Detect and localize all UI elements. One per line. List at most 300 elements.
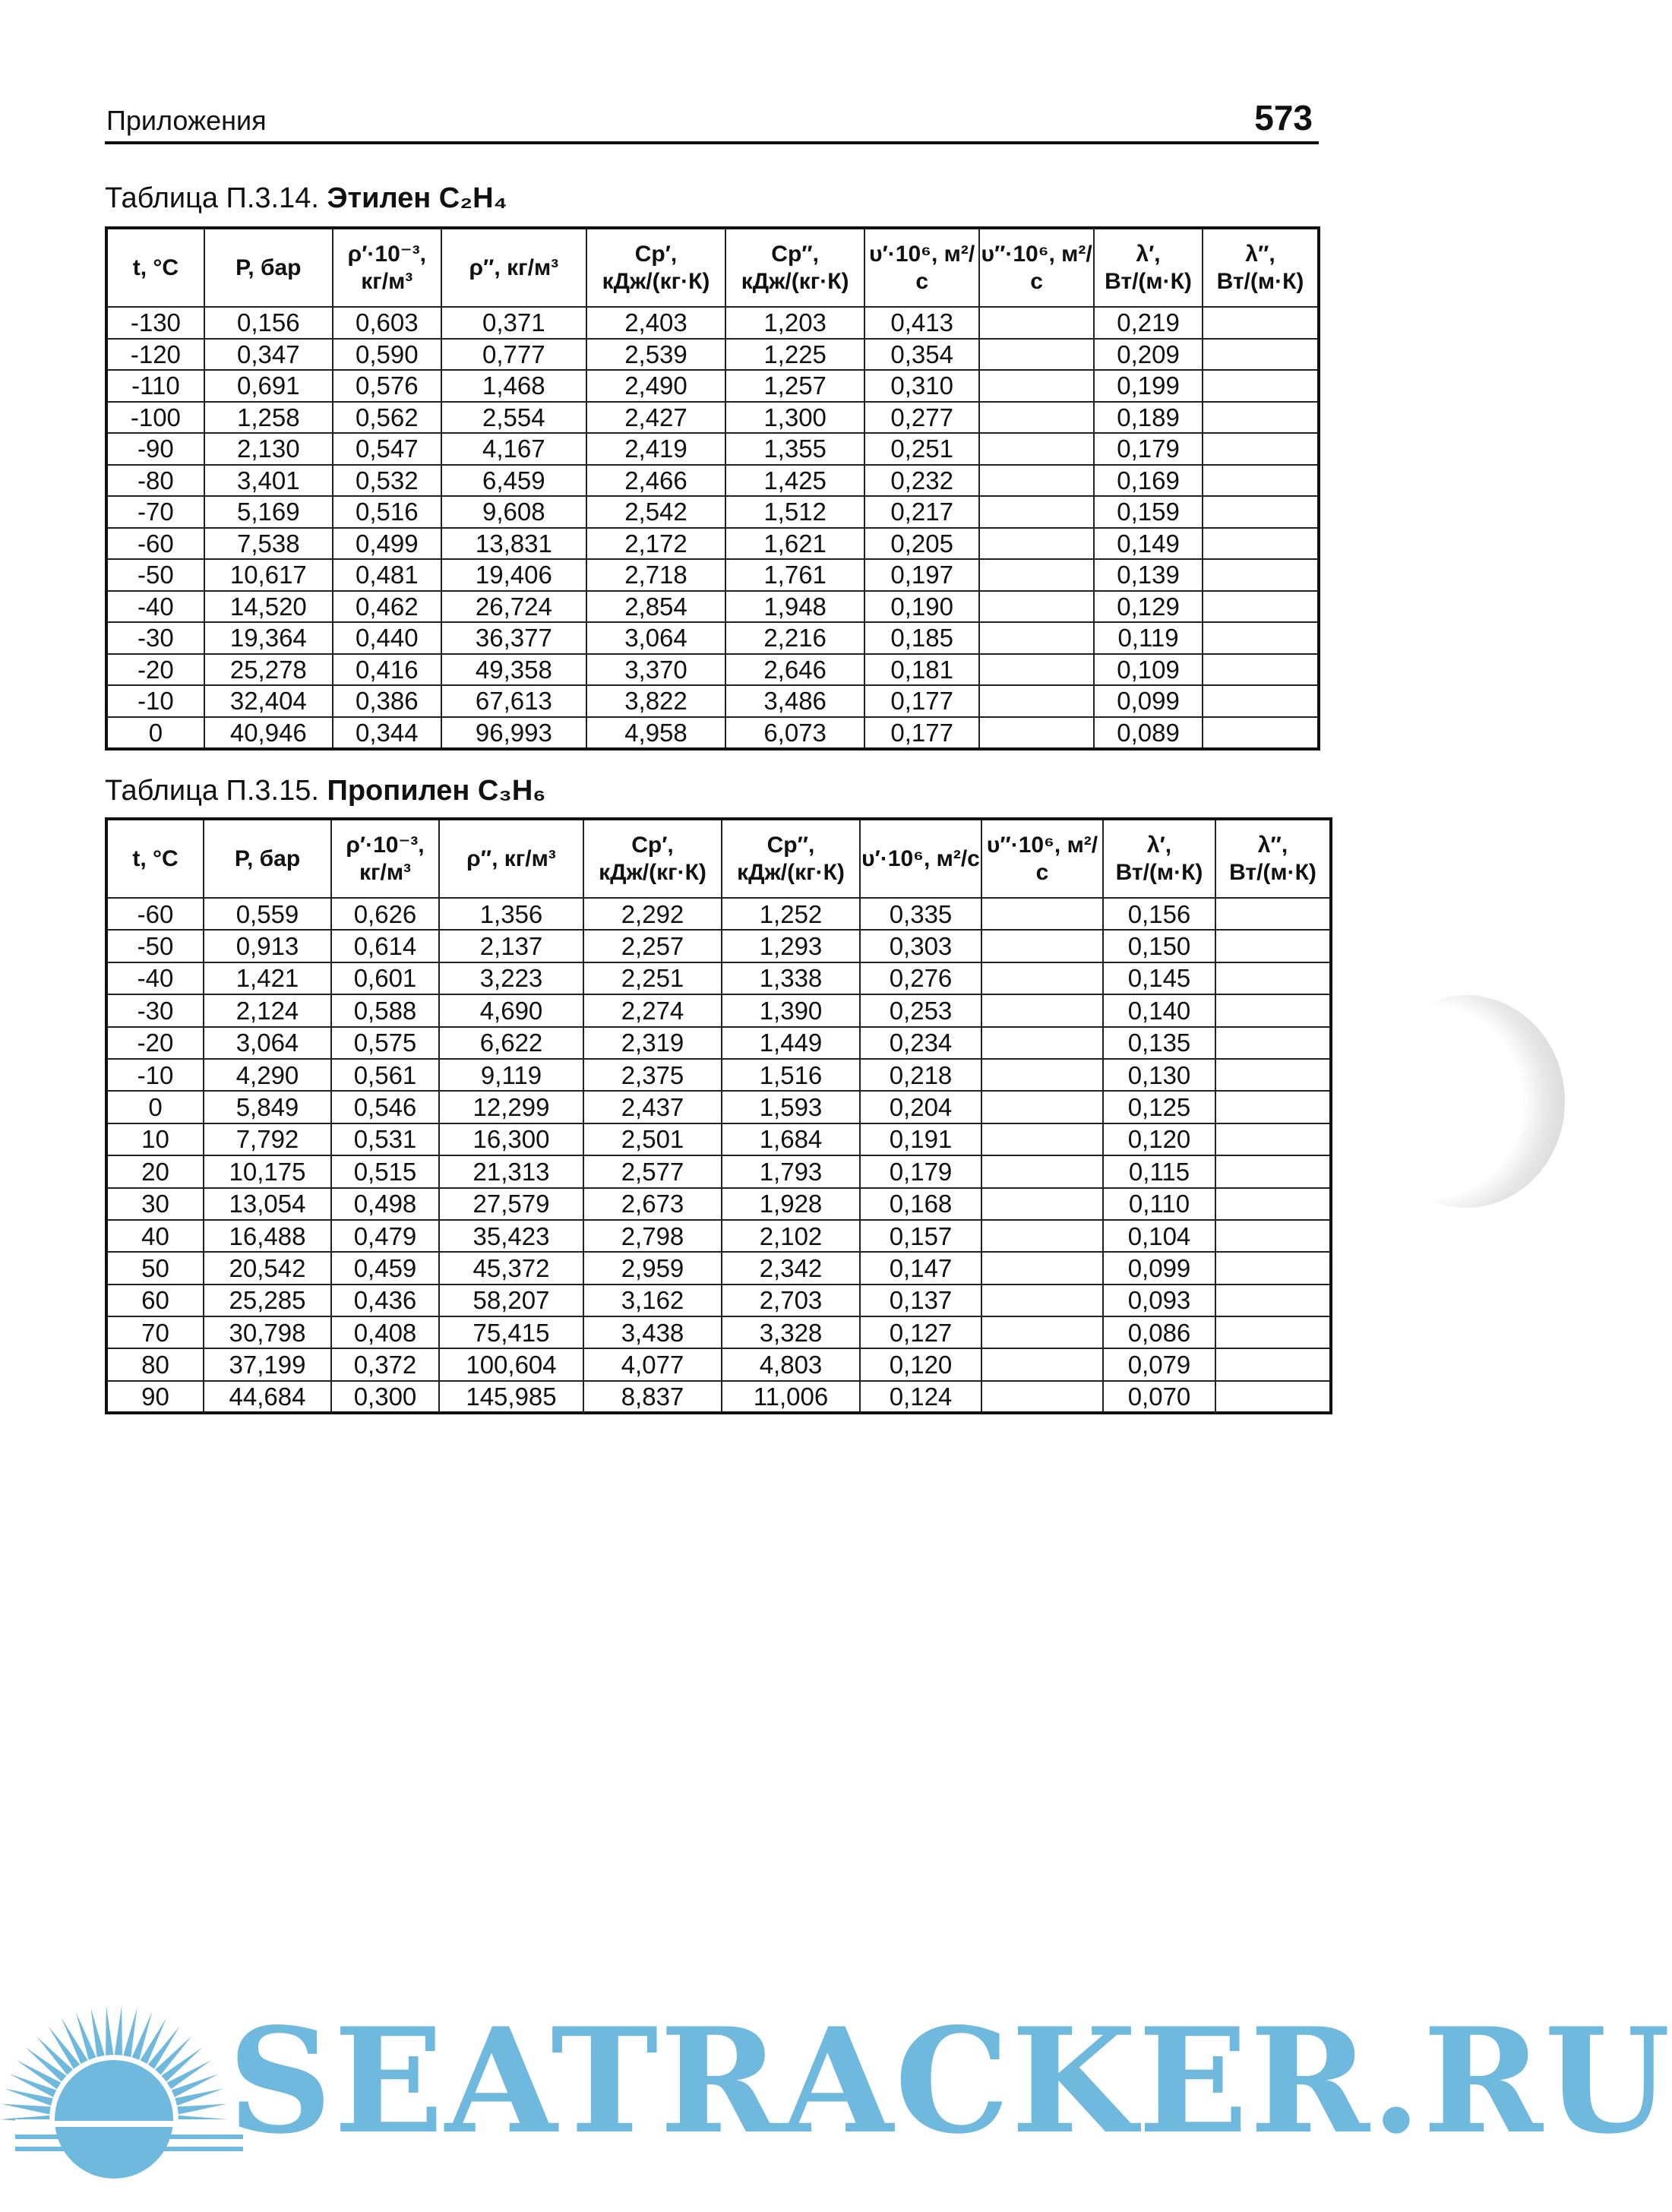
table-cell: 13,831 xyxy=(441,528,586,560)
table-cell: 7,538 xyxy=(204,528,333,560)
sun-ray xyxy=(1,2104,50,2115)
table-row xyxy=(106,591,1319,623)
table-cell: 4,958 xyxy=(586,717,725,749)
table-cell: 13,054 xyxy=(204,1188,331,1220)
table-cell: 0,547 xyxy=(333,433,441,465)
table-cell: 0,130 xyxy=(1103,1059,1215,1091)
table-cell: 20 xyxy=(106,1155,204,1187)
table-cell xyxy=(981,1285,1103,1316)
table2-caption-prefix: Таблица П.3.15. xyxy=(105,775,319,807)
table-cell: 80 xyxy=(106,1348,204,1380)
table-cell xyxy=(981,994,1103,1026)
table-cell: 0,300 xyxy=(331,1381,439,1413)
table-cell: 0,204 xyxy=(860,1091,981,1123)
table-row xyxy=(106,717,1319,749)
table-cell: 0,531 xyxy=(331,1123,439,1155)
table-cell: 25,285 xyxy=(204,1285,331,1316)
table-cell: 1,252 xyxy=(722,898,860,930)
table-cell: 0,232 xyxy=(864,465,979,497)
table-cell: 44,684 xyxy=(204,1381,331,1413)
table-cell: 0,354 xyxy=(864,339,979,371)
table-cell: 45,372 xyxy=(439,1252,583,1284)
column-header: t, °C xyxy=(106,228,204,307)
table-cell xyxy=(979,433,1094,465)
table-cell: 35,423 xyxy=(439,1220,583,1252)
table-cell: 0,089 xyxy=(1094,717,1203,749)
table-cell: -50 xyxy=(106,559,204,591)
table-cell: 0,277 xyxy=(864,402,979,434)
table-cell xyxy=(1203,370,1319,402)
sun-ray xyxy=(91,2008,105,2057)
table-cell xyxy=(981,962,1103,994)
table-cell: 49,358 xyxy=(441,654,586,686)
table-cell: 2,274 xyxy=(583,994,722,1026)
table-cell: 0,150 xyxy=(1103,930,1215,962)
table-cell: 2,342 xyxy=(722,1252,860,1284)
table-cell xyxy=(981,1316,1103,1348)
table-cell: 4,690 xyxy=(439,994,583,1026)
table-cell: 2,542 xyxy=(586,496,725,528)
table-cell: 3,486 xyxy=(725,685,864,717)
table-cell: 2,130 xyxy=(204,433,333,465)
table-cell xyxy=(1215,962,1331,994)
table-row xyxy=(106,307,1319,339)
table-cell: 0,185 xyxy=(864,622,979,654)
table-cell: 0,234 xyxy=(860,1027,981,1059)
table-cell xyxy=(981,1123,1103,1155)
table-cell xyxy=(1215,1285,1331,1316)
table-cell xyxy=(979,654,1094,686)
table-cell: 30 xyxy=(106,1188,204,1220)
table-cell: 0,168 xyxy=(860,1188,981,1220)
table-cell: 0,159 xyxy=(1094,496,1203,528)
table-cell: 0,386 xyxy=(333,685,441,717)
table-cell: 2,854 xyxy=(586,591,725,623)
table-cell xyxy=(979,685,1094,717)
table-cell xyxy=(981,1155,1103,1187)
table-cell: 2,673 xyxy=(583,1188,722,1220)
table-cell: 0,120 xyxy=(860,1348,981,1380)
table-cell: 0,139 xyxy=(1094,559,1203,591)
table-cell: 6,459 xyxy=(441,465,586,497)
table-cell xyxy=(1215,1123,1331,1155)
table-cell: 1,593 xyxy=(722,1091,860,1123)
table-cell: 14,520 xyxy=(204,591,333,623)
table-cell xyxy=(1215,1316,1331,1348)
sun-ray xyxy=(123,2008,137,2057)
table-cell: 0,156 xyxy=(204,307,333,339)
table-cell xyxy=(979,339,1094,371)
table-cell: 0,218 xyxy=(860,1059,981,1091)
table-cell: 50 xyxy=(106,1252,204,1284)
table-cell: 0,603 xyxy=(333,307,441,339)
table-cell xyxy=(1215,1220,1331,1252)
table-cell xyxy=(1215,1381,1331,1413)
table-cell xyxy=(979,496,1094,528)
table-row xyxy=(106,994,1331,1026)
table-cell: 2,124 xyxy=(204,994,331,1026)
table-cell: 0,590 xyxy=(333,339,441,371)
table-cell: 3,162 xyxy=(583,1285,722,1316)
table-cell xyxy=(1203,528,1319,560)
table-cell: 40 xyxy=(106,1220,204,1252)
table-cell: 0,157 xyxy=(860,1220,981,1252)
table-cell: 2,466 xyxy=(586,465,725,497)
table-cell: 2,375 xyxy=(583,1059,722,1091)
table-cell: 2,798 xyxy=(583,1220,722,1252)
table-cell: 0,205 xyxy=(864,528,979,560)
table-cell: 2,292 xyxy=(583,898,722,930)
table-cell: -60 xyxy=(106,898,204,930)
table-cell: -100 xyxy=(106,402,204,434)
table-cell: 4,803 xyxy=(722,1348,860,1380)
table-cell: 2,216 xyxy=(725,622,864,654)
table-cell: 1,293 xyxy=(722,930,860,962)
table-cell: 0,588 xyxy=(331,994,439,1026)
table-cell: 0 xyxy=(106,717,204,749)
table-cell: 145,985 xyxy=(439,1381,583,1413)
table-cell xyxy=(1203,307,1319,339)
table-cell: 2,427 xyxy=(586,402,725,434)
table-cell xyxy=(1203,465,1319,497)
table-cell: 0,253 xyxy=(860,994,981,1026)
table-cell: 1,761 xyxy=(725,559,864,591)
table-cell: 12,299 xyxy=(439,1091,583,1123)
table-row xyxy=(106,559,1319,591)
column-header: P, бар xyxy=(204,819,331,898)
table-cell: 2,137 xyxy=(439,930,583,962)
table-cell: -40 xyxy=(106,591,204,623)
table-cell: 0,436 xyxy=(331,1285,439,1316)
table-cell: 0,481 xyxy=(333,559,441,591)
sun-ray xyxy=(177,2104,226,2115)
table-row xyxy=(106,1381,1331,1413)
table-cell: 1,621 xyxy=(725,528,864,560)
table-cell: 0,516 xyxy=(333,496,441,528)
table-cell: 1,793 xyxy=(722,1155,860,1187)
table-cell: -80 xyxy=(106,465,204,497)
table-cell: 0,408 xyxy=(331,1316,439,1348)
table-row xyxy=(106,685,1319,717)
table-cell: 0,462 xyxy=(333,591,441,623)
table-cell: 0,559 xyxy=(204,898,331,930)
ethylene-table xyxy=(105,226,1320,750)
column-header: Cp′, кДж/(кг·К) xyxy=(583,819,722,898)
table-cell xyxy=(1203,402,1319,434)
table-cell: 0,209 xyxy=(1094,339,1203,371)
table-row xyxy=(106,1220,1331,1252)
table-cell xyxy=(981,1252,1103,1284)
table-cell: 3,223 xyxy=(439,962,583,994)
table-cell: 1,338 xyxy=(722,962,860,994)
page-header xyxy=(105,90,1319,144)
table-cell: -10 xyxy=(106,685,204,717)
table-cell xyxy=(981,930,1103,962)
table-cell xyxy=(1203,433,1319,465)
table-cell: 7,792 xyxy=(204,1123,331,1155)
table-cell xyxy=(1215,898,1331,930)
table-cell: 2,577 xyxy=(583,1155,722,1187)
table-cell xyxy=(1203,717,1319,749)
table-cell: 1,449 xyxy=(722,1027,860,1059)
table-cell: 3,438 xyxy=(583,1316,722,1348)
table-cell: 1,225 xyxy=(725,339,864,371)
section-title: Приложения xyxy=(106,105,267,136)
table-cell: 0,149 xyxy=(1094,528,1203,560)
table-cell: 0,189 xyxy=(1094,402,1203,434)
table-row xyxy=(106,622,1319,654)
table-cell: 2,703 xyxy=(722,1285,860,1316)
table-cell: 9,608 xyxy=(441,496,586,528)
page-number: 573 xyxy=(1254,98,1313,137)
table-cell xyxy=(1215,1059,1331,1091)
table-row xyxy=(106,370,1319,402)
table-cell: 2,959 xyxy=(583,1252,722,1284)
table-row xyxy=(106,1155,1331,1187)
table-cell: 90 xyxy=(106,1381,204,1413)
table1-caption xyxy=(105,182,507,215)
table-cell: 0,120 xyxy=(1103,1123,1215,1155)
table-cell: -30 xyxy=(106,622,204,654)
table-cell: 0,145 xyxy=(1103,962,1215,994)
table-cell: 19,364 xyxy=(204,622,333,654)
table-cell: 1,421 xyxy=(204,962,331,994)
table-cell xyxy=(979,528,1094,560)
propylene-table xyxy=(105,817,1332,1414)
table-cell: 1,512 xyxy=(725,496,864,528)
table-cell: 0,532 xyxy=(333,465,441,497)
table-cell: 0,561 xyxy=(331,1059,439,1091)
table-cell xyxy=(1203,559,1319,591)
table-cell: 70 xyxy=(106,1316,204,1348)
table-cell xyxy=(981,1381,1103,1413)
sun-ray xyxy=(106,2005,113,2055)
table-cell: 37,199 xyxy=(204,1348,331,1380)
table-row xyxy=(106,1027,1331,1059)
table-cell: -50 xyxy=(106,930,204,962)
table-cell: 0,109 xyxy=(1094,654,1203,686)
table-cell xyxy=(981,898,1103,930)
table-cell: 20,542 xyxy=(204,1252,331,1284)
table-row xyxy=(106,402,1319,434)
table-row xyxy=(106,962,1331,994)
table-cell xyxy=(981,1091,1103,1123)
table-cell: 0,251 xyxy=(864,433,979,465)
table-cell: 0,140 xyxy=(1103,994,1215,1026)
table-cell: 3,822 xyxy=(586,685,725,717)
table-cell: 0,601 xyxy=(331,962,439,994)
table-cell: 0,129 xyxy=(1094,591,1203,623)
column-header: υ′·10⁶, м²/с xyxy=(860,819,981,898)
table-row xyxy=(106,1059,1331,1091)
table-row xyxy=(106,496,1319,528)
table-cell: 0,614 xyxy=(331,930,439,962)
table-cell: 0,276 xyxy=(860,962,981,994)
table-cell: 0,303 xyxy=(860,930,981,962)
table-cell: 2,403 xyxy=(586,307,725,339)
table-cell: 2,172 xyxy=(586,528,725,560)
table-cell: 0,093 xyxy=(1103,1285,1215,1316)
table-cell: -60 xyxy=(106,528,204,560)
watermark-text: SEATRACKER.RU xyxy=(228,1996,1672,2166)
column-header: λ″, Вт/(м·К) xyxy=(1203,228,1319,307)
table-cell: 0,099 xyxy=(1094,685,1203,717)
table-cell: 0,124 xyxy=(860,1381,981,1413)
column-header: υ″·10⁶, м²/с xyxy=(981,819,1103,898)
table-cell: 2,646 xyxy=(725,654,864,686)
table-cell: 100,604 xyxy=(439,1348,583,1380)
page-edge-shadow xyxy=(1367,995,1565,1208)
table-cell xyxy=(979,465,1094,497)
table-cell: 0,217 xyxy=(864,496,979,528)
table-cell xyxy=(1203,622,1319,654)
table-cell xyxy=(981,1188,1103,1220)
column-header: υ″·10⁶, м²/с xyxy=(979,228,1094,307)
table-cell: 0,104 xyxy=(1103,1220,1215,1252)
table-cell: 2,718 xyxy=(586,559,725,591)
table-cell: 0,413 xyxy=(864,307,979,339)
table-cell: 0,777 xyxy=(441,339,586,371)
table-row xyxy=(106,1188,1331,1220)
table-cell: -130 xyxy=(106,307,204,339)
table-cell: 2,419 xyxy=(586,433,725,465)
table-cell xyxy=(979,622,1094,654)
table-cell: 1,258 xyxy=(204,402,333,434)
table-cell: 96,993 xyxy=(441,717,586,749)
table-cell: 0,440 xyxy=(333,622,441,654)
table-cell: 26,724 xyxy=(441,591,586,623)
table-cell: 0,344 xyxy=(333,717,441,749)
table-row xyxy=(106,465,1319,497)
table-cell: 0 xyxy=(106,1091,204,1123)
column-header: ρ′·10⁻³, кг/м³ xyxy=(331,819,439,898)
table-cell: 6,073 xyxy=(725,717,864,749)
table-row xyxy=(106,898,1331,930)
table-cell: 0,127 xyxy=(860,1316,981,1348)
table-cell: 9,119 xyxy=(439,1059,583,1091)
table-cell: 0,335 xyxy=(860,898,981,930)
table-cell: 0,498 xyxy=(331,1188,439,1220)
table-header-row xyxy=(106,228,1319,307)
table-cell: 0,479 xyxy=(331,1220,439,1252)
table-cell xyxy=(1215,1252,1331,1284)
table-cell: 1,355 xyxy=(725,433,864,465)
table-cell: 0,191 xyxy=(860,1123,981,1155)
table-cell: 0,070 xyxy=(1103,1381,1215,1413)
table-cell: 40,946 xyxy=(204,717,333,749)
table-cell: -110 xyxy=(106,370,204,402)
table-cell xyxy=(979,307,1094,339)
table-cell: -20 xyxy=(106,654,204,686)
table-cell xyxy=(979,559,1094,591)
table-cell: 2,539 xyxy=(586,339,725,371)
table-row xyxy=(106,528,1319,560)
column-header: λ″, Вт/(м·К) xyxy=(1215,819,1331,898)
table-cell: -120 xyxy=(106,339,204,371)
table-cell: 8,837 xyxy=(583,1381,722,1413)
table-cell: 0,079 xyxy=(1103,1348,1215,1380)
table-cell: 0,372 xyxy=(331,1348,439,1380)
table-cell xyxy=(1215,1348,1331,1380)
table-cell: 0,099 xyxy=(1103,1252,1215,1284)
table-cell: 0,125 xyxy=(1103,1091,1215,1123)
table-cell: 2,319 xyxy=(583,1027,722,1059)
column-header: t, °C xyxy=(106,819,204,898)
table-cell xyxy=(1215,1188,1331,1220)
table-cell: 1,948 xyxy=(725,591,864,623)
table-cell: 10 xyxy=(106,1123,204,1155)
table-cell: 10,175 xyxy=(204,1155,331,1187)
table-cell: 0,197 xyxy=(864,559,979,591)
table-cell: 0,119 xyxy=(1094,622,1203,654)
table-row xyxy=(106,1091,1331,1123)
table-cell: 0,156 xyxy=(1103,898,1215,930)
table-cell xyxy=(1215,994,1331,1026)
table-cell: 1,203 xyxy=(725,307,864,339)
table-row xyxy=(106,1123,1331,1155)
column-header: υ′·10⁶, м²/с xyxy=(864,228,979,307)
table2-caption-title: Пропилен C₃H₆ xyxy=(327,775,546,807)
table-cell xyxy=(1203,496,1319,528)
table-cell: 0,169 xyxy=(1094,465,1203,497)
table-cell: 1,356 xyxy=(439,898,583,930)
table-cell: 0,177 xyxy=(864,685,979,717)
column-header: ρ″, кг/м³ xyxy=(439,819,583,898)
table-cell: 4,290 xyxy=(204,1059,331,1091)
table-cell: 58,207 xyxy=(439,1285,583,1316)
column-header: Cp″, кДж/(кг·К) xyxy=(725,228,864,307)
table-row xyxy=(106,433,1319,465)
table-cell: 0,179 xyxy=(860,1155,981,1187)
table-cell xyxy=(981,1220,1103,1252)
table-cell: 0,371 xyxy=(441,307,586,339)
table-cell xyxy=(1215,1155,1331,1187)
table-cell: 3,401 xyxy=(204,465,333,497)
table-row xyxy=(106,1285,1331,1316)
table-cell xyxy=(979,591,1094,623)
table1-caption-prefix: Таблица П.3.14. xyxy=(105,182,319,214)
table-cell: 4,167 xyxy=(441,433,586,465)
table-header-row xyxy=(106,819,1331,898)
table-cell: 0,219 xyxy=(1094,307,1203,339)
table-cell: 16,300 xyxy=(439,1123,583,1155)
table-cell xyxy=(1203,339,1319,371)
column-header: λ′, Вт/(м·К) xyxy=(1103,819,1215,898)
column-header: Cp″, кДж/(кг·К) xyxy=(722,819,860,898)
table-cell: 27,579 xyxy=(439,1188,583,1220)
table-cell: 0,181 xyxy=(864,654,979,686)
table-cell: 0,546 xyxy=(331,1091,439,1123)
table-cell: 16,488 xyxy=(204,1220,331,1252)
table-cell: 0,177 xyxy=(864,717,979,749)
table-cell: 2,251 xyxy=(583,962,722,994)
table-cell: -30 xyxy=(106,994,204,1026)
table-cell: 0,199 xyxy=(1094,370,1203,402)
table-cell: 0,147 xyxy=(860,1252,981,1284)
table-cell xyxy=(1215,1027,1331,1059)
table-cell: 0,499 xyxy=(333,528,441,560)
table-cell: 67,613 xyxy=(441,685,586,717)
table-cell: 2,501 xyxy=(583,1123,722,1155)
table-cell: 75,415 xyxy=(439,1316,583,1348)
table-row xyxy=(106,1348,1331,1380)
table-cell xyxy=(981,1027,1103,1059)
column-header: ρ″, кг/м³ xyxy=(441,228,586,307)
table-cell: -40 xyxy=(106,962,204,994)
table-cell: 1,300 xyxy=(725,402,864,434)
table-cell: 1,928 xyxy=(722,1188,860,1220)
table-cell: 1,468 xyxy=(441,370,586,402)
